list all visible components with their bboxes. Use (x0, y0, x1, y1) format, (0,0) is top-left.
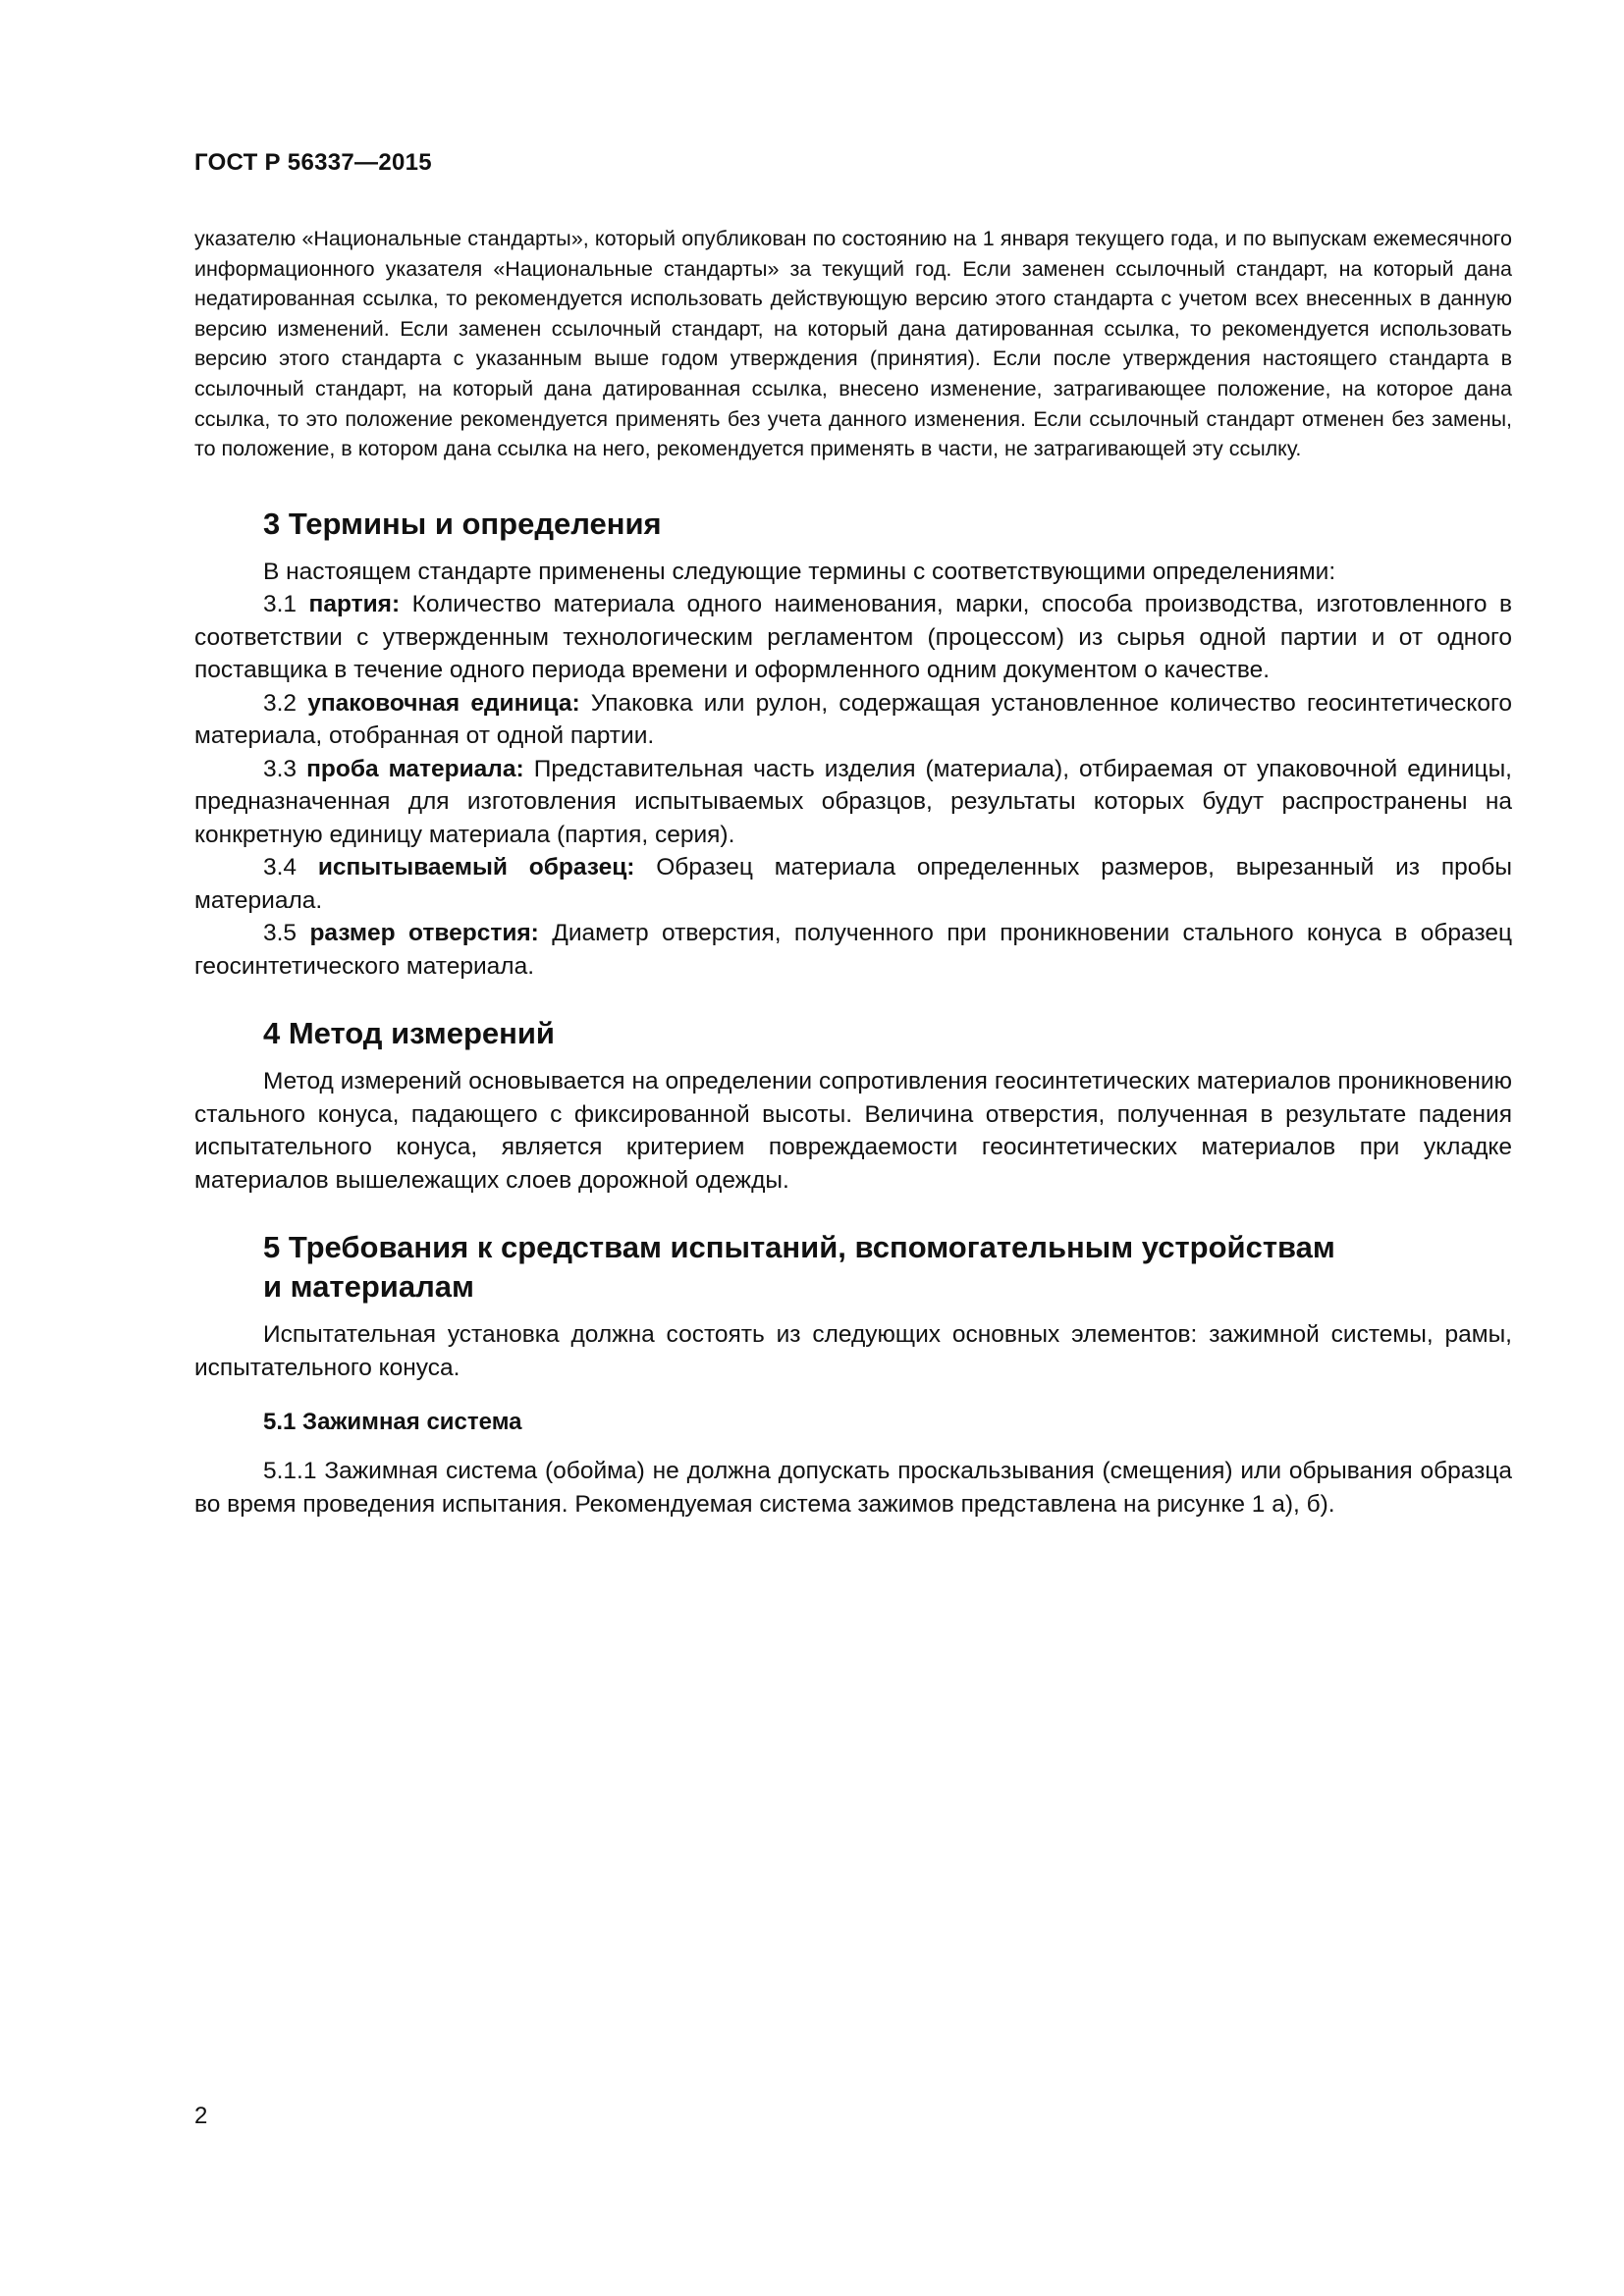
clause-5-1-1: 5.1.1 Зажимная система (обойма) не должна допускать проскальзывания (смещения) или обрывания образца во время проведения испытания. Рекомендуемая система зажимов представлена на рисунке 1 а), б). (194, 1458, 1512, 1518)
term-3-4 (194, 851, 1512, 917)
term-name: упаковочная единица: (307, 689, 580, 717)
term-definition: Упаковка или рулон, содержащая установленное количество геосинтетического материала, отобранная от одной партии. (194, 689, 1513, 750)
page-number: 2 (194, 2103, 208, 2129)
section-5-heading-line-1: 5 Требования к средствам испытаний, вспомогательным устройствам (263, 1230, 1335, 1265)
term-name: проба материала: (306, 755, 524, 782)
section-4-text: Метод измерений основывается на определении сопротивления геосинтетических материалов проникновению стального конуса, падающего с фиксированной высоты. Величина отверстия, полученная в результате падения испытательного конуса, является критерием повреждаемости геосинтетических материалов при укладке материалов вышележащих слоев дорожной одежды. (194, 1068, 1512, 1194)
section-3-intro: В настоящем стандарте применены следующие термины с соответствующими определениями: (263, 558, 1336, 585)
term-number: 3.1 (263, 591, 298, 618)
term-definition: Диаметр отверстия, полученного при проникновении стального конуса в образец геосинтетического материала. (194, 920, 1512, 980)
term-number: 3.2 (263, 689, 298, 717)
section-5-text: Испытательная установка должна состоять из следующих основных элементов: зажимной системы, рамы, испытательного конуса. (194, 1321, 1512, 1381)
intro-paragraph: указателю «Национальные стандарты», который опубликован по состоянию на 1 января текущего года, и по выпускам ежемесячного информационного указателя «Национальные стандарты» за текущий год. Если заменен ссылочный стандарт, на который дана недатированная ссылка, то рекомендуется использовать действующую версию этого стандарта с учетом всех внесенных в данную версию изменений. Если заменен ссылочный стандарт, на который дана датированная ссылка, то рекомендуется использовать версию этого стандарта с указанным выше годом утверждения (принятия). Если после утверждения настоящего стандарта в ссылочный стандарт, на который дана датированная ссылка, внесено изменение, затрагивающее положение, на которое дана ссылка, то это положение рекомендуется применять без учета данного изменения. Если ссылочный стандарт отменен без замены, то положение, в котором дана ссылка на него, рекомендуется применять в части, не затрагивающей эту ссылку. (194, 227, 1512, 461)
term-3-2 (194, 687, 1512, 753)
term-number: 3.5 (263, 920, 298, 947)
page-content (194, 224, 1512, 1521)
term-name: испытываемый образец: (317, 854, 635, 881)
section-3-heading: 3 Термины и определения (263, 506, 662, 541)
document-code-header: ГОСТ Р 56337—2015 (194, 149, 432, 176)
term-3-5 (194, 917, 1512, 983)
term-name: размер отверстия: (309, 920, 539, 947)
term-number: 3.3 (263, 755, 298, 782)
section-5-heading-line-2: и материалам (263, 1269, 474, 1305)
term-definition: Количество материала одного наименования, марки, способа производства, изготовленного в соответствии с утвержденным технологическим регламентом (процессом) из сырья одной партии и от одного поставщика в течение одного периода времени и оформленного одним документом о качестве. (194, 591, 1513, 684)
term-definition: Образец материала определенных размеров, вырезанный из пробы материала. (194, 854, 1512, 914)
term-name: партия: (308, 591, 401, 618)
term-3-3 (194, 753, 1512, 852)
section-4-heading: 4 Метод измерений (263, 1016, 555, 1051)
document-page (194, 0, 1512, 2296)
section-5-heading (194, 1228, 1512, 1307)
term-number: 3.4 (263, 854, 298, 881)
term-3-1 (194, 588, 1512, 687)
subsection-5-1-heading: 5.1 Зажимная система (263, 1409, 522, 1436)
term-definition: Представительная часть изделия (материала), отбираемая от упаковочной единицы, предназначенная для изготовления испытываемых образцов, результаты которых будут распространены на конкретную единицу материала (партия, серия). (194, 755, 1512, 848)
